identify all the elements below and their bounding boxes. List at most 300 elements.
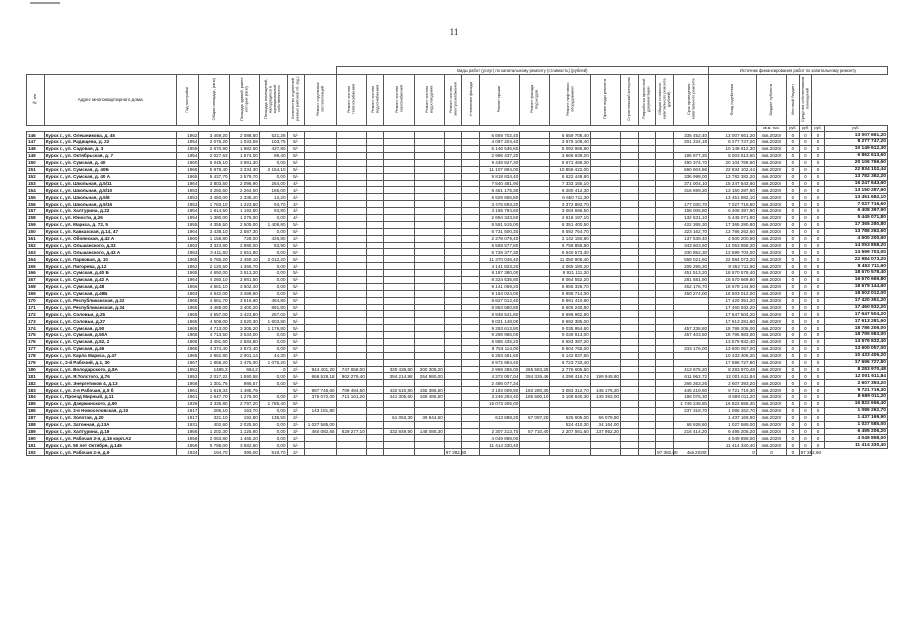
table-cell xyxy=(444,146,462,153)
table-cell: 0 xyxy=(787,249,800,256)
column-header-label: Ремонт лифтового оборудования xyxy=(564,82,575,117)
table-cell: 1964 xyxy=(176,277,199,284)
table-cell: 0 xyxy=(787,311,800,318)
table-cell xyxy=(336,173,366,180)
table-cell: 12 001 611,84 xyxy=(709,373,757,380)
table-cell xyxy=(444,373,462,380)
table-cell: 3 249 284,40 xyxy=(480,394,520,401)
table-cell xyxy=(384,339,414,346)
table-cell xyxy=(336,407,366,414)
table-cell: 2 475,00 xyxy=(229,359,259,366)
table-cell: 9 721 719,30 xyxy=(709,387,757,394)
table-cell xyxy=(620,449,638,456)
table-cell xyxy=(444,414,462,421)
table-cell: 0 xyxy=(812,187,825,194)
table-cell xyxy=(656,270,674,277)
table-cell xyxy=(462,366,480,373)
table-cell: Курск г., ул. Республиканская, д.34 xyxy=(44,304,176,311)
table-cell xyxy=(520,442,550,449)
table-cell xyxy=(305,242,336,249)
table-cell xyxy=(520,401,550,408)
table-cell: 4кв.2020г xyxy=(756,277,786,284)
table-cell: 205 296,20 xyxy=(673,263,708,270)
table-cell: 0 xyxy=(799,139,812,146)
table-cell xyxy=(444,208,462,215)
table-cell: 4 097 204,40 xyxy=(480,139,520,146)
table-cell: 285,10 xyxy=(199,407,229,414)
table-cell: 173 xyxy=(27,318,45,325)
table-cell xyxy=(638,428,656,435)
table-cell: Курск г., ул. Сумская, д.50А xyxy=(44,332,176,339)
table-cell xyxy=(366,380,384,387)
table-cell: 180 xyxy=(27,366,45,373)
table-cell: 2 651,80 xyxy=(229,249,259,256)
table-cell: 4кв.2020г xyxy=(756,407,786,414)
table-cell: 17 647 504,20 xyxy=(824,311,887,318)
table-cell: 4 374,40 xyxy=(199,345,229,352)
table-cell: 0,00 xyxy=(259,407,287,414)
table-cell: 3/- xyxy=(287,428,305,435)
table-cell: 0 xyxy=(812,421,825,428)
table-cell: 3 666 939,20 xyxy=(550,152,590,159)
table-cell xyxy=(366,277,384,284)
table-row xyxy=(27,201,888,208)
table-cell: 4кв.2020г xyxy=(756,208,786,215)
table-cell xyxy=(520,187,550,194)
table-cell: 0 xyxy=(799,270,812,277)
table-cell: 5/- xyxy=(287,339,305,346)
table-cell xyxy=(620,173,638,180)
table-cell: Курск г., ул. Рабочая 3-я, д.16 корп.А2 xyxy=(44,435,176,442)
table-cell: 4 661,70 xyxy=(199,297,229,304)
table-cell xyxy=(656,414,674,421)
table-cell: 266 263,26 xyxy=(673,380,708,387)
table-cell: Курск г., ул. Сумская, д.48 xyxy=(44,283,176,290)
table-cell: 0 xyxy=(799,352,812,359)
table-cell xyxy=(620,414,638,421)
column-header-label: Ремонт систем газоснабжения xyxy=(393,85,403,113)
table-cell: 613 888,20 xyxy=(480,414,520,421)
table-cell xyxy=(384,139,414,146)
table-cell xyxy=(336,166,366,173)
table-cell: 4/- xyxy=(287,180,305,187)
table-cell xyxy=(590,187,620,194)
table-cell xyxy=(590,442,620,449)
table-cell xyxy=(444,194,462,201)
table-cell xyxy=(590,152,620,159)
table-cell: 2 027,63 xyxy=(199,152,229,159)
table-cell xyxy=(520,194,550,201)
table-cell xyxy=(444,180,462,187)
table-cell: 0 xyxy=(812,332,825,339)
table-cell xyxy=(520,242,550,249)
table-cell: 1 033,59 xyxy=(229,139,259,146)
table-cell xyxy=(444,277,462,284)
table-cell: 200 308,20 xyxy=(414,366,444,373)
table-cell: 0 xyxy=(259,366,287,373)
table-cell: 0 xyxy=(787,208,800,215)
table-cell xyxy=(620,435,638,442)
table-cell xyxy=(305,208,336,215)
table-cell xyxy=(444,435,462,442)
table-cell xyxy=(336,352,366,359)
table-cell xyxy=(414,242,444,249)
table-cell: 1 408,80 xyxy=(259,221,287,228)
table-cell xyxy=(336,201,366,208)
table-cell: 330 436,80 xyxy=(384,366,414,373)
table-cell: 182 xyxy=(27,380,45,387)
table-cell xyxy=(366,352,384,359)
table-cell xyxy=(462,201,480,208)
table-cell: 11 050 808,40 xyxy=(550,256,590,263)
table-cell: 4 298 416,74 xyxy=(550,373,590,380)
table-cell: 2/- xyxy=(287,414,305,421)
table-cell: 0 xyxy=(812,290,825,297)
table-cell: 0 xyxy=(799,359,812,366)
table-cell xyxy=(638,228,656,235)
table-cell: Курск г., Проезд Мирный, д.11 xyxy=(44,394,176,401)
table-cell xyxy=(462,187,480,194)
table-cell xyxy=(444,394,462,401)
table-cell: Курск г., ул. Сумская, д.46 xyxy=(44,345,176,352)
table-cell xyxy=(590,318,620,325)
table-cell: 0,00 xyxy=(259,435,287,442)
column-header-label: Утепление фасада xyxy=(467,82,473,117)
table-cell: Курск г., ул. Парковая, д. 10 xyxy=(44,256,176,263)
table-cell xyxy=(366,132,384,139)
table-cell xyxy=(638,387,656,394)
table-cell: 0 xyxy=(799,414,812,421)
table-cell xyxy=(414,283,444,290)
table-cell xyxy=(620,304,638,311)
table-cell xyxy=(620,421,638,428)
table-cell xyxy=(366,442,384,449)
table-cell: 0 xyxy=(787,221,800,228)
table-cell: 22 984 073,20 xyxy=(824,256,887,263)
table-cell: 0 xyxy=(787,380,800,387)
table-cell: 216 414,20 xyxy=(673,428,708,435)
table-cell: 0,00 xyxy=(259,332,287,339)
table-cell xyxy=(656,242,674,249)
table-cell xyxy=(384,345,414,352)
table-cell xyxy=(414,449,444,456)
table-cell: 1934 xyxy=(176,449,199,456)
table-cell: 2 017,22 xyxy=(199,373,229,380)
table-cell: 178 xyxy=(27,352,45,359)
table-cell: 294 326,46 xyxy=(520,373,550,380)
table-cell: 3 491,60 xyxy=(199,339,229,346)
table-row xyxy=(27,345,888,352)
table-cell: 4кв.2020г xyxy=(756,173,786,180)
table-cell: 0,00 xyxy=(259,380,287,387)
table-cell xyxy=(384,352,414,359)
table-row xyxy=(27,352,888,359)
table-cell: 0 xyxy=(812,311,825,318)
table-cell xyxy=(638,380,656,387)
column-header xyxy=(709,75,757,126)
page-number: 11 xyxy=(449,27,459,37)
table-cell: 1962 xyxy=(176,132,199,139)
table-cell xyxy=(384,304,414,311)
table-cell xyxy=(414,332,444,339)
table-cell xyxy=(656,442,674,449)
table-cell: 490 374,70 xyxy=(673,159,708,166)
table-cell xyxy=(414,339,444,346)
table-cell: 174 xyxy=(27,325,45,332)
table-cell xyxy=(520,304,550,311)
table-cell xyxy=(590,263,620,270)
table-cell xyxy=(520,290,550,297)
table-cell: 891,80 xyxy=(259,304,287,311)
table-cell: 332 849,90 xyxy=(384,428,414,435)
table-cell xyxy=(336,345,366,352)
table-cell: 150 xyxy=(27,159,45,166)
table-cell: 0 xyxy=(756,449,786,456)
table-cell: 4кв.2020г xyxy=(756,318,786,325)
table-cell: 426,80 xyxy=(259,235,287,242)
table-cell xyxy=(656,152,674,159)
table-cell xyxy=(414,228,444,235)
table-cell: 0 xyxy=(812,339,825,346)
table-cell xyxy=(620,352,638,359)
table-cell: 4кв.2020г xyxy=(756,221,786,228)
column-header xyxy=(287,75,305,126)
table-cell xyxy=(305,359,336,366)
table-cell xyxy=(550,435,590,442)
table-cell xyxy=(656,359,674,366)
table-cell xyxy=(656,366,674,373)
table-row xyxy=(27,449,888,456)
table-cell xyxy=(384,332,414,339)
table-cell: 0 xyxy=(787,401,800,408)
table-cell xyxy=(590,332,620,339)
table-cell xyxy=(656,428,674,435)
table-cell: 0 xyxy=(812,173,825,180)
table-cell: Курск г., ул. Кавказская, д.14, 47 xyxy=(44,228,176,235)
table-cell xyxy=(620,221,638,228)
table-cell xyxy=(590,139,620,146)
table-cell: 0 xyxy=(799,201,812,208)
table-cell: 0 xyxy=(812,242,825,249)
table-cell: 6 540 573,30 xyxy=(550,249,590,256)
table-cell: 0 xyxy=(812,442,825,449)
table-cell xyxy=(305,180,336,187)
table-cell: 18 795 983,00 xyxy=(824,332,887,339)
table-cell xyxy=(444,428,462,435)
table-cell xyxy=(520,139,550,146)
table-cell xyxy=(462,290,480,297)
header-row-groups xyxy=(27,67,888,75)
table-cell xyxy=(444,235,462,242)
table-cell: 450 274,00 xyxy=(673,290,708,297)
table-cell: 1931 xyxy=(176,421,199,428)
table-cell xyxy=(462,214,480,221)
table-cell xyxy=(444,173,462,180)
table-cell: 182 280,30 xyxy=(520,387,550,394)
table-cell xyxy=(336,318,366,325)
table-cell: 189 xyxy=(27,428,45,435)
table-cell: 4кв.2020г xyxy=(756,359,786,366)
table-cell: Курск г., ул. Юности, д.26 xyxy=(44,214,176,221)
table-cell: 8 591 410,80 xyxy=(550,297,590,304)
table-cell xyxy=(336,139,366,146)
capital-repair-table-sheet xyxy=(26,66,888,632)
table-cell: 4кв.2020г xyxy=(756,304,786,311)
column-header-label: Строительный контроль xyxy=(626,77,632,122)
table-cell: 4кв.2020г xyxy=(756,428,786,435)
table-cell: 441 305,60 xyxy=(384,394,414,401)
table-cell: 9 293 613,80 xyxy=(480,325,520,332)
table-cell xyxy=(384,297,414,304)
column-header xyxy=(462,75,480,126)
table-cell xyxy=(366,180,384,187)
table-cell: 5 146 536,60 xyxy=(480,146,520,153)
table-cell xyxy=(444,290,462,297)
table-cell xyxy=(656,318,674,325)
table-cell xyxy=(336,277,366,284)
table-cell: 664,2 xyxy=(229,366,259,373)
table-row xyxy=(27,277,888,284)
table-cell: 0 xyxy=(787,214,800,221)
table-cell xyxy=(384,270,414,277)
table-cell: 1 176,80 xyxy=(259,325,287,332)
table-cell xyxy=(305,442,336,449)
table-cell: 0 xyxy=(799,332,812,339)
table-cell: 153 xyxy=(27,180,45,187)
table-cell xyxy=(444,359,462,366)
table-cell: 1964 xyxy=(176,180,199,187)
table-cell: Курск г., ул. Затонная, д.13А xyxy=(44,421,176,428)
table-cell: Курск г., ул. Школьная, д.5/16 xyxy=(44,201,176,208)
table-cell: 281 581,90 xyxy=(673,277,708,284)
table-cell xyxy=(305,325,336,332)
table-cell: 0 xyxy=(787,435,800,442)
table-cell: 6 693 397,20 xyxy=(550,339,590,346)
table-cell xyxy=(590,194,620,201)
table-row xyxy=(27,359,888,366)
table-cell: 1965 xyxy=(176,352,199,359)
table-cell: 4/- xyxy=(287,201,305,208)
column-header xyxy=(480,75,520,126)
table-cell xyxy=(414,442,444,449)
table-cell: 9 035 954,60 xyxy=(550,325,590,332)
table-cell xyxy=(444,270,462,277)
table-cell: 0,00 xyxy=(259,249,287,256)
table-cell: 9 154 024,00 xyxy=(480,290,520,297)
table-cell xyxy=(656,235,674,242)
table-cell: 4кв.2020г xyxy=(756,373,786,380)
table-cell xyxy=(620,325,638,332)
table-cell xyxy=(462,304,480,311)
table-cell xyxy=(462,263,480,270)
table-cell: 0 xyxy=(799,221,812,228)
table-cell: 2/- xyxy=(287,421,305,428)
table-cell: 5/- xyxy=(287,297,305,304)
table-cell xyxy=(366,249,384,256)
table-cell xyxy=(462,297,480,304)
column-header xyxy=(673,75,708,126)
table-cell: 0 xyxy=(812,297,825,304)
table-cell: 4 500 200,60 xyxy=(709,235,757,242)
table-cell xyxy=(656,345,674,352)
table-cell: 4кв.2020г xyxy=(756,297,786,304)
table-row xyxy=(27,166,888,173)
table-cell: 9 671 486,30 xyxy=(550,159,590,166)
table-cell xyxy=(520,318,550,325)
table-cell xyxy=(520,359,550,366)
table-cell: 4кв.2020г xyxy=(756,380,786,387)
table-cell xyxy=(384,235,414,242)
table-cell: 4кв.2020г xyxy=(756,249,786,256)
column-header xyxy=(590,75,620,126)
table-cell: 3 084 596,50 xyxy=(550,208,590,215)
table-cell xyxy=(336,249,366,256)
table-cell: 18 503 012,00 xyxy=(709,290,757,297)
table-cell xyxy=(384,256,414,263)
table-cell xyxy=(384,152,414,159)
table-cell: 97 382,60 xyxy=(657,449,678,455)
table-cell: 66 079,90 xyxy=(590,414,620,421)
table-cell xyxy=(336,256,366,263)
table-cell: 1965 xyxy=(176,332,199,339)
table-cell xyxy=(590,345,620,352)
table-cell: 1917 xyxy=(176,407,199,414)
table-cell: 8 351 400,50 xyxy=(550,221,590,228)
column-header xyxy=(259,75,287,126)
table-cell xyxy=(414,407,444,414)
table-cell xyxy=(305,414,336,421)
table-cell: Курск г., ул. Я.Толстого, д.76 xyxy=(44,373,176,380)
table-cell xyxy=(590,208,620,215)
table-cell xyxy=(638,201,656,208)
table-cell: 709 494,60 xyxy=(336,387,366,394)
table-cell: 11 370 046,40 xyxy=(480,256,520,263)
table-cell: 0 xyxy=(799,339,812,346)
table-cell: 1 614,50 xyxy=(199,208,229,215)
table-cell: 5 437,70 xyxy=(199,173,229,180)
table-cell: 0 xyxy=(799,435,812,442)
column-header-label: Средства собственников помещений xyxy=(800,76,810,122)
table-row xyxy=(27,187,888,194)
table-cell: 13 579 832,40 xyxy=(824,339,887,346)
works-group-header: Виды работ (услуг) по капитальному ремонту (стоимость) (рублей) xyxy=(336,67,708,75)
table-cell xyxy=(336,325,366,332)
table-cell xyxy=(656,221,674,228)
table-cell xyxy=(673,304,708,311)
table-cell: 0 xyxy=(812,194,825,201)
table-cell: 321,10 xyxy=(199,414,229,421)
table-cell xyxy=(550,407,590,414)
table-cell: 5/- xyxy=(287,359,305,366)
table-cell xyxy=(366,325,384,332)
table-cell xyxy=(462,421,480,428)
table-cell: 1 086 262,70 xyxy=(824,407,887,414)
table-cell: 67 097,20 xyxy=(520,414,550,421)
table-row xyxy=(27,401,888,408)
table-cell xyxy=(620,201,638,208)
table-cell: 0 xyxy=(799,249,812,256)
table-cell: 0 xyxy=(799,345,812,352)
table-cell: 3 459,20 xyxy=(199,132,229,139)
table-cell xyxy=(462,318,480,325)
table-cell xyxy=(656,249,674,256)
table-cell xyxy=(414,173,444,180)
table-cell: 5/- xyxy=(287,249,305,256)
table-cell: 4 049 898,00 xyxy=(709,435,757,442)
table-cell: 0,00 xyxy=(259,442,287,449)
table-cell xyxy=(366,345,384,352)
table-cell xyxy=(444,421,462,428)
